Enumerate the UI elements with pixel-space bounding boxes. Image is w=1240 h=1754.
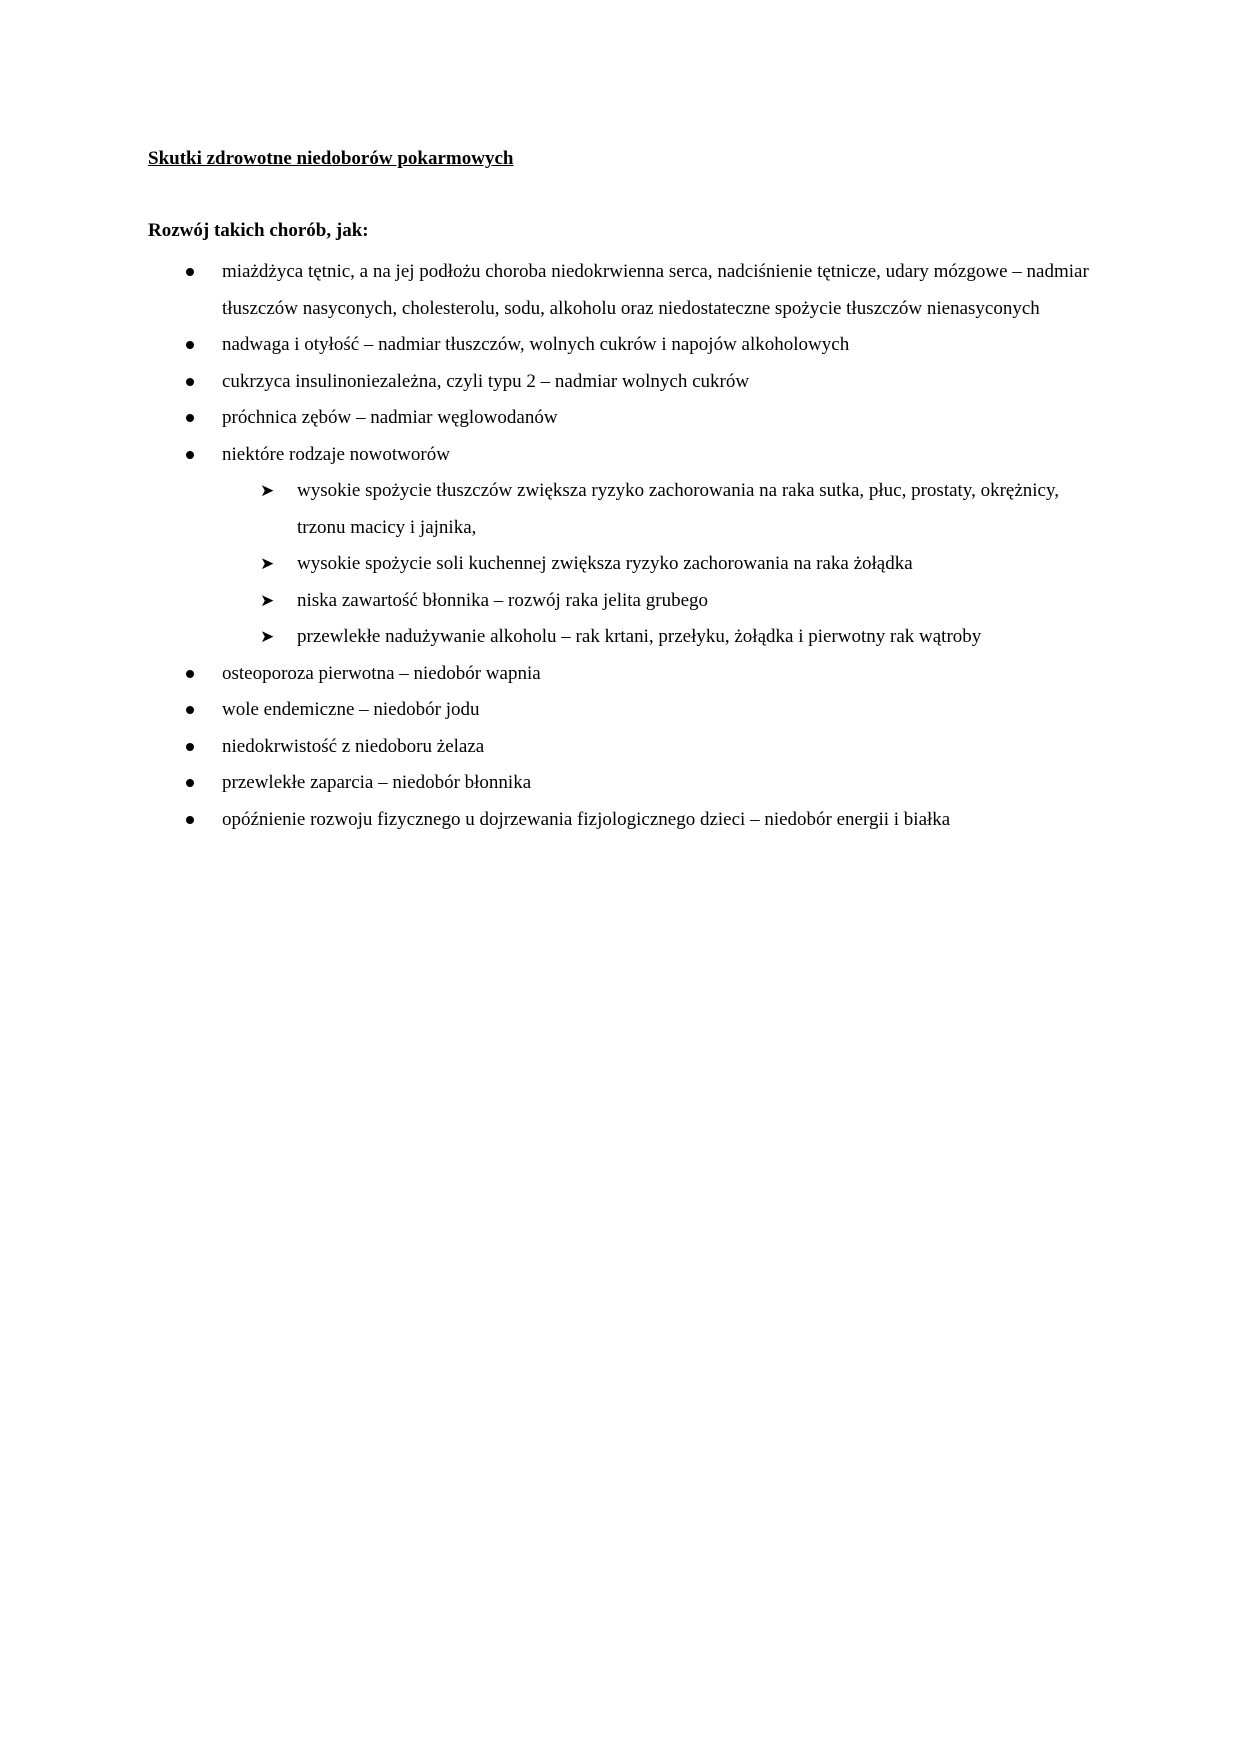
bullet-icon xyxy=(186,816,194,824)
intro-heading: Rozwój takich chorób, jak: xyxy=(148,220,369,241)
sublist-item-text: wysokie spożycie soli kuchennej zwiększa ryzyko zachorowania na raka żołądka xyxy=(297,553,913,574)
list-item-text: niektóre rodzaje nowotworów xyxy=(222,443,450,465)
bullet-icon xyxy=(186,378,194,386)
arrowhead-bullet-icon: ➤ xyxy=(260,481,275,501)
list-item-text: opóźnienie rozwoju fizycznego u dojrzewania fizjologicznego dzieci – niedobór energii i białka xyxy=(222,808,951,830)
list-item-text: niedokrwistość z niedoboru żelaza xyxy=(222,735,485,757)
bullet-icon xyxy=(186,414,194,422)
list-item-text: miażdżyca tętnic, a na jej podłożu choroba niedokrwienna serca, nadciśnienie tętnicze, udary mózgowe – nadmiar tłuszczów nasyconych, cholesterolu, sodu, alkoholu oraz niedostateczne spożycie tłuszczów nienasyconych xyxy=(222,261,1089,319)
arrowhead-bullet-icon: ➤ xyxy=(260,590,275,611)
list-item-text: cukrzyca insulinoniezależna, czyli typu 2 – nadmiar wolnych cukrów xyxy=(222,370,750,392)
sublist-item-text: przewlekłe nadużywanie alkoholu – rak krtani, przełyku, żołądka i pierwotny rak wątroby xyxy=(297,626,982,647)
list-item xyxy=(0,802,1240,839)
bullet-icon xyxy=(186,743,194,751)
disease-list xyxy=(0,254,1240,838)
bullet-icon xyxy=(186,341,194,349)
list-item xyxy=(0,692,1240,729)
list-item xyxy=(0,327,1240,364)
list-item xyxy=(0,437,1240,656)
bullet-icon xyxy=(186,451,194,459)
bullet-icon xyxy=(186,706,194,714)
sublist-item xyxy=(222,546,1090,583)
arrowhead-bullet-icon: ➤ xyxy=(260,627,275,647)
list-item-text: osteoporoza pierwotna – niedobór wapnia xyxy=(222,662,541,684)
list-item xyxy=(0,656,1240,693)
sublist-item xyxy=(222,473,1090,546)
list-item xyxy=(0,765,1240,802)
arrowhead-bullet-icon: ➤ xyxy=(260,554,275,574)
list-item-text: przewlekłe zaparcia – niedobór błonnika xyxy=(222,772,532,793)
cancer-sublist xyxy=(222,473,1090,656)
page-title: Skutki zdrowotne niedoborów pokarmowych xyxy=(148,148,514,169)
sublist-item xyxy=(222,619,1090,656)
list-item xyxy=(0,254,1240,327)
sublist-item-text: wysokie spożycie tłuszczów zwiększa ryzyko zachorowania na raka sutka, płuc, prostaty, okrężnicy, trzonu macicy i jajnika, xyxy=(297,480,1059,538)
list-item-text: próchnica zębów – nadmiar węglowodanów xyxy=(222,407,558,428)
sublist-item xyxy=(222,583,1090,620)
list-item xyxy=(0,364,1240,401)
list-item-text: wole endemiczne – niedobór jodu xyxy=(222,699,480,720)
bullet-icon xyxy=(186,670,194,678)
bullet-icon xyxy=(186,779,194,787)
list-item xyxy=(0,729,1240,766)
bullet-icon xyxy=(186,268,194,276)
sublist-item-text: niska zawartość błonnika – rozwój raka jelita grubego xyxy=(297,589,708,611)
list-item xyxy=(0,400,1240,437)
list-item-text: nadwaga i otyłość – nadmiar tłuszczów, wolnych cukrów i napojów alkoholowych xyxy=(222,334,850,355)
